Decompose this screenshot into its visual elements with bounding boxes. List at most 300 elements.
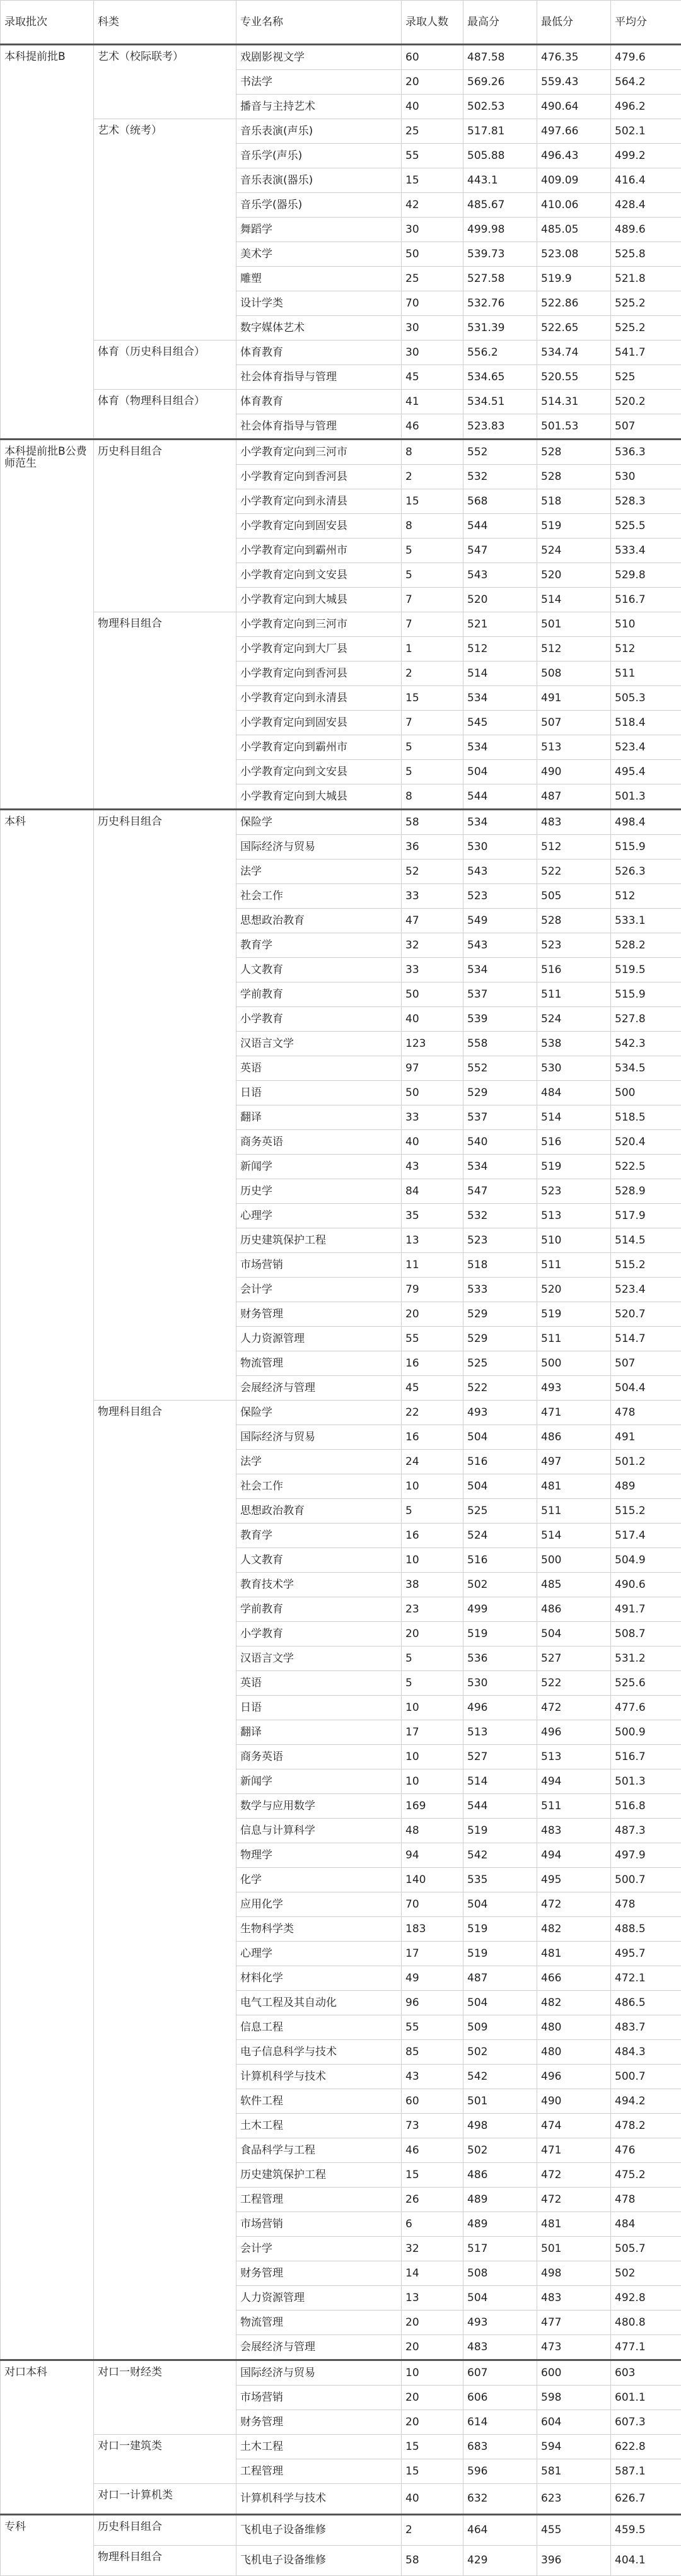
avg-score-cell: 489: [611, 1474, 681, 1499]
table-row: [1, 2546, 681, 2576]
min-score-cell: 600: [537, 2360, 611, 2386]
min-score-cell: 528: [537, 440, 611, 465]
enrolled-count-cell: 25: [402, 267, 463, 291]
major-name-cell: 财务管理: [236, 1302, 402, 1327]
enrolled-count-cell: 58: [402, 2546, 463, 2576]
max-score-cell: 524: [463, 1524, 537, 1548]
table-row: [1, 390, 681, 414]
enrolled-count-cell: 13: [402, 2286, 463, 2311]
avg-score-cell: 531.2: [611, 1646, 681, 1671]
max-score-cell: 487.58: [463, 45, 537, 70]
max-score-cell: 632: [463, 2484, 537, 2515]
enrolled-count-cell: 20: [402, 2335, 463, 2360]
avg-score-cell: 525.5: [611, 514, 681, 539]
max-score-cell: 496: [463, 1696, 537, 1720]
min-score-cell: 496: [537, 2065, 611, 2089]
max-score-cell: 568: [463, 489, 537, 514]
min-score-cell: 527: [537, 1646, 611, 1671]
avg-score-cell: 505.3: [611, 686, 681, 711]
enrolled-count-cell: 33: [402, 884, 463, 909]
enrolled-count-cell: 20: [402, 1302, 463, 1327]
avg-score-cell: 527.8: [611, 1007, 681, 1032]
avg-score-cell: 626.7: [611, 2484, 681, 2515]
header-batch: 录取批次: [1, 1, 94, 45]
avg-score-cell: 475.2: [611, 2163, 681, 2188]
avg-score-cell: 499.2: [611, 144, 681, 168]
major-name-cell: 食品科学与工程: [236, 2138, 402, 2163]
major-name-cell: 信息工程: [236, 2015, 402, 2040]
max-score-cell: 542: [463, 1843, 537, 1868]
max-score-cell: 529: [463, 1302, 537, 1327]
min-score-cell: 581: [537, 2459, 611, 2484]
major-name-cell: 历史建筑保护工程: [236, 1228, 402, 1253]
max-score-cell: 530: [463, 1671, 537, 1696]
enrolled-count-cell: 40: [402, 1130, 463, 1155]
avg-score-cell: 523.4: [611, 735, 681, 760]
avg-score-cell: 500.7: [611, 1868, 681, 1892]
avg-score-cell: 516.7: [611, 1745, 681, 1769]
max-score-cell: 531.39: [463, 316, 537, 341]
major-name-cell: 国际经济与贸易: [236, 835, 402, 860]
major-name-cell: 音乐学(器乐): [236, 193, 402, 218]
avg-score-cell: 523.4: [611, 1278, 681, 1302]
major-name-cell: 雕塑: [236, 267, 402, 291]
enrolled-count-cell: 52: [402, 860, 463, 884]
max-score-cell: 487: [463, 1966, 537, 1991]
max-score-cell: 534.65: [463, 365, 537, 390]
enrolled-count-cell: 10: [402, 1474, 463, 1499]
avg-score-cell: 486.5: [611, 1991, 681, 2015]
enrolled-count-cell: 22: [402, 1401, 463, 1425]
max-score-cell: 489: [463, 2188, 537, 2212]
category-cell: 历史科目组合: [94, 2515, 236, 2546]
avg-score-cell: 477.6: [611, 1696, 681, 1720]
enrolled-count-cell: 10: [402, 1745, 463, 1769]
max-score-cell: 520: [463, 588, 537, 612]
major-name-cell: 音乐表演(声乐): [236, 119, 402, 144]
min-score-cell: 497: [537, 1450, 611, 1474]
max-score-cell: 537: [463, 1105, 537, 1130]
max-score-cell: 543: [463, 563, 537, 588]
category-cell: 历史科目组合: [94, 810, 236, 1401]
max-score-cell: 504: [463, 760, 537, 784]
min-score-cell: 410.06: [537, 193, 611, 218]
max-score-cell: 519: [463, 1819, 537, 1843]
min-score-cell: 513: [537, 1745, 611, 1769]
max-score-cell: 493: [463, 2311, 537, 2335]
major-name-cell: 信息与计算科学: [236, 1819, 402, 1843]
batch-cell: 本科提前批B: [1, 45, 94, 440]
major-name-cell: 应用化学: [236, 1892, 402, 1917]
avg-score-cell: 528.2: [611, 933, 681, 958]
min-score-cell: 511: [537, 982, 611, 1007]
enrolled-count-cell: 40: [402, 1007, 463, 1032]
enrolled-count-cell: 33: [402, 958, 463, 982]
major-name-cell: 小学教育定向到三河市: [236, 440, 402, 465]
min-score-cell: 498: [537, 2261, 611, 2286]
max-score-cell: 532.76: [463, 291, 537, 316]
enrolled-count-cell: 5: [402, 760, 463, 784]
avg-score-cell: 522.5: [611, 1155, 681, 1179]
avg-score-cell: 587.1: [611, 2459, 681, 2484]
enrolled-count-cell: 10: [402, 1696, 463, 1720]
max-score-cell: 517.81: [463, 119, 537, 144]
major-name-cell: 电气工程及其自动化: [236, 1991, 402, 2015]
min-score-cell: 477: [537, 2311, 611, 2335]
max-score-cell: 508: [463, 2261, 537, 2286]
min-score-cell: 490.64: [537, 95, 611, 119]
max-score-cell: 525: [463, 1499, 537, 1524]
batch-cell: 专科: [1, 2515, 94, 2576]
major-name-cell: 土木工程: [236, 2114, 402, 2138]
max-score-cell: 606: [463, 2386, 537, 2410]
enrolled-count-cell: 14: [402, 2261, 463, 2286]
min-score-cell: 519: [537, 1155, 611, 1179]
max-score-cell: 519: [463, 1917, 537, 1942]
enrolled-count-cell: 11: [402, 1253, 463, 1278]
category-cell: 物理科目组合: [94, 612, 236, 810]
category-cell: 物理科目组合: [94, 2546, 236, 2576]
enrolled-count-cell: 24: [402, 1450, 463, 1474]
min-score-cell: 482: [537, 1917, 611, 1942]
enrolled-count-cell: 15: [402, 2435, 463, 2459]
major-name-cell: 国际经济与贸易: [236, 1425, 402, 1450]
max-score-cell: 518: [463, 1253, 537, 1278]
min-score-cell: 500: [537, 1351, 611, 1376]
enrolled-count-cell: 2: [402, 661, 463, 686]
min-score-cell: 490: [537, 760, 611, 784]
enrolled-count-cell: 55: [402, 2015, 463, 2040]
avg-score-cell: 504.9: [611, 1548, 681, 1573]
max-score-cell: 522: [463, 1376, 537, 1401]
min-score-cell: 511: [537, 1253, 611, 1278]
min-score-cell: 486: [537, 1597, 611, 1622]
min-score-cell: 523: [537, 933, 611, 958]
min-score-cell: 522: [537, 860, 611, 884]
min-score-cell: 519.9: [537, 267, 611, 291]
min-score-cell: 523.08: [537, 242, 611, 267]
max-score-cell: 549: [463, 909, 537, 933]
max-score-cell: 512: [463, 637, 537, 661]
avg-score-cell: 500.7: [611, 2065, 681, 2089]
min-score-cell: 471: [537, 1401, 611, 1425]
avg-score-cell: 494.2: [611, 2089, 681, 2114]
max-score-cell: 527.58: [463, 267, 537, 291]
avg-score-cell: 459.5: [611, 2515, 681, 2546]
min-score-cell: 484: [537, 1081, 611, 1105]
enrolled-count-cell: 40: [402, 95, 463, 119]
avg-score-cell: 533.1: [611, 909, 681, 933]
max-score-cell: 502: [463, 2040, 537, 2065]
min-score-cell: 508: [537, 661, 611, 686]
max-score-cell: 540: [463, 1130, 537, 1155]
major-name-cell: 思想政治教育: [236, 909, 402, 933]
major-name-cell: 社会工作: [236, 1474, 402, 1499]
avg-score-cell: 478.2: [611, 2114, 681, 2138]
enrolled-count-cell: 7: [402, 588, 463, 612]
enrolled-count-cell: 42: [402, 193, 463, 218]
enrolled-count-cell: 23: [402, 1597, 463, 1622]
major-name-cell: 书法学: [236, 70, 402, 95]
enrolled-count-cell: 46: [402, 414, 463, 440]
avg-score-cell: 533.4: [611, 539, 681, 563]
max-score-cell: 529: [463, 1081, 537, 1105]
max-score-cell: 501: [463, 2089, 537, 2114]
header-max-score: 最高分: [463, 1, 537, 45]
max-score-cell: 499.98: [463, 218, 537, 242]
enrolled-count-cell: 32: [402, 2237, 463, 2261]
avg-score-cell: 534.5: [611, 1056, 681, 1081]
min-score-cell: 510: [537, 1228, 611, 1253]
min-score-cell: 514.31: [537, 390, 611, 414]
major-name-cell: 保险学: [236, 1401, 402, 1425]
min-score-cell: 519: [537, 514, 611, 539]
avg-score-cell: 491: [611, 1425, 681, 1450]
max-score-cell: 486: [463, 2163, 537, 2188]
avg-score-cell: 525.2: [611, 291, 681, 316]
enrolled-count-cell: 10: [402, 1548, 463, 1573]
enrolled-count-cell: 7: [402, 711, 463, 735]
avg-score-cell: 478: [611, 2188, 681, 2212]
min-score-cell: 495: [537, 1868, 611, 1892]
avg-score-cell: 504.4: [611, 1376, 681, 1401]
min-score-cell: 594: [537, 2435, 611, 2459]
avg-score-cell: 487.3: [611, 1819, 681, 1843]
min-score-cell: 493: [537, 1376, 611, 1401]
enrolled-count-cell: 46: [402, 2138, 463, 2163]
avg-score-cell: 519.5: [611, 958, 681, 982]
avg-score-cell: 490.6: [611, 1573, 681, 1597]
min-score-cell: 511: [537, 1499, 611, 1524]
min-score-cell: 598: [537, 2386, 611, 2410]
enrolled-count-cell: 20: [402, 2410, 463, 2435]
avg-score-cell: 516.7: [611, 588, 681, 612]
min-score-cell: 494: [537, 1769, 611, 1794]
avg-score-cell: 478: [611, 1892, 681, 1917]
table-row: [1, 2360, 681, 2386]
max-score-cell: 596: [463, 2459, 537, 2484]
min-score-cell: 481: [537, 1474, 611, 1499]
major-name-cell: 音乐表演(器乐): [236, 168, 402, 193]
table-row: [1, 1401, 681, 1425]
enrolled-count-cell: 60: [402, 45, 463, 70]
max-score-cell: 525: [463, 1351, 537, 1376]
enrolled-count-cell: 36: [402, 835, 463, 860]
major-name-cell: 小学教育定向到三河市: [236, 612, 402, 637]
major-name-cell: 新闻学: [236, 1769, 402, 1794]
avg-score-cell: 477.1: [611, 2335, 681, 2360]
avg-score-cell: 515.9: [611, 835, 681, 860]
min-score-cell: 518: [537, 489, 611, 514]
avg-score-cell: 514.5: [611, 1228, 681, 1253]
enrolled-count-cell: 45: [402, 1376, 463, 1401]
min-score-cell: 472: [537, 1892, 611, 1917]
enrolled-count-cell: 25: [402, 119, 463, 144]
avg-score-cell: 526.3: [611, 860, 681, 884]
enrolled-count-cell: 20: [402, 70, 463, 95]
major-name-cell: 市场营销: [236, 1253, 402, 1278]
avg-score-cell: 501.2: [611, 1450, 681, 1474]
major-name-cell: 物理学: [236, 1843, 402, 1868]
major-name-cell: 小学教育定向到固安县: [236, 711, 402, 735]
major-name-cell: 小学教育定向到霸州市: [236, 539, 402, 563]
max-score-cell: 683: [463, 2435, 537, 2459]
table-row: [1, 440, 681, 465]
min-score-cell: 501: [537, 612, 611, 637]
max-score-cell: 552: [463, 440, 537, 465]
major-name-cell: 历史建筑保护工程: [236, 2163, 402, 2188]
enrolled-count-cell: 40: [402, 2484, 463, 2515]
major-name-cell: 商务英语: [236, 1745, 402, 1769]
avg-score-cell: 528.3: [611, 489, 681, 514]
major-name-cell: 小学教育: [236, 1007, 402, 1032]
max-score-cell: 519: [463, 1622, 537, 1646]
table-row: [1, 810, 681, 835]
min-score-cell: 523: [537, 1179, 611, 1204]
avg-score-cell: 507: [611, 1351, 681, 1376]
avg-score-cell: 518.4: [611, 711, 681, 735]
max-score-cell: 614: [463, 2410, 537, 2435]
enrolled-count-cell: 15: [402, 489, 463, 514]
min-score-cell: 512: [537, 637, 611, 661]
header-avg-score: 平均分: [611, 1, 681, 45]
major-name-cell: 小学教育定向到香河县: [236, 465, 402, 489]
enrolled-count-cell: 30: [402, 218, 463, 242]
avg-score-cell: 500: [611, 1081, 681, 1105]
min-score-cell: 501: [537, 2237, 611, 2261]
min-score-cell: 530: [537, 1056, 611, 1081]
enrolled-count-cell: 55: [402, 144, 463, 168]
major-name-cell: 国际经济与贸易: [236, 2360, 402, 2386]
avg-score-cell: 517.9: [611, 1204, 681, 1228]
min-score-cell: 485.05: [537, 218, 611, 242]
enrolled-count-cell: 10: [402, 1769, 463, 1794]
avg-score-cell: 484: [611, 2212, 681, 2237]
major-name-cell: 电子信息科学与技术: [236, 2040, 402, 2065]
major-name-cell: 历史学: [236, 1179, 402, 1204]
max-score-cell: 569.26: [463, 70, 537, 95]
enrolled-count-cell: 97: [402, 1056, 463, 1081]
max-score-cell: 516: [463, 1548, 537, 1573]
enrolled-count-cell: 15: [402, 686, 463, 711]
min-score-cell: 472: [537, 2163, 611, 2188]
min-score-cell: 501.53: [537, 414, 611, 440]
max-score-cell: 558: [463, 1032, 537, 1056]
max-score-cell: 529: [463, 1327, 537, 1351]
enrolled-count-cell: 10: [402, 2360, 463, 2386]
enrolled-count-cell: 50: [402, 242, 463, 267]
major-name-cell: 生物科学类: [236, 1917, 402, 1942]
major-name-cell: 飞机电子设备维修: [236, 2515, 402, 2546]
max-score-cell: 464: [463, 2515, 537, 2546]
major-name-cell: 土木工程: [236, 2435, 402, 2459]
enrolled-count-cell: 85: [402, 2040, 463, 2065]
major-name-cell: 会展经济与管理: [236, 2335, 402, 2360]
max-score-cell: 534: [463, 1155, 537, 1179]
max-score-cell: 502.53: [463, 95, 537, 119]
min-score-cell: 522: [537, 1671, 611, 1696]
major-name-cell: 保险学: [236, 810, 402, 835]
category-cell: 对口一建筑类: [94, 2435, 236, 2484]
major-name-cell: 物流管理: [236, 1351, 402, 1376]
min-score-cell: 409.09: [537, 168, 611, 193]
category-cell: 艺术（校际联考）: [94, 45, 236, 119]
table-row: [1, 2435, 681, 2459]
avg-score-cell: 511: [611, 661, 681, 686]
avg-score-cell: 601.1: [611, 2386, 681, 2410]
min-score-cell: 504: [537, 1622, 611, 1646]
min-score-cell: 476.35: [537, 45, 611, 70]
major-name-cell: 汉语言文学: [236, 1646, 402, 1671]
enrolled-count-cell: 49: [402, 1966, 463, 1991]
enrolled-count-cell: 70: [402, 1892, 463, 1917]
major-name-cell: 会计学: [236, 1278, 402, 1302]
max-score-cell: 483: [463, 2335, 537, 2360]
max-score-cell: 517: [463, 2237, 537, 2261]
max-score-cell: 539.73: [463, 242, 537, 267]
min-score-cell: 486: [537, 1425, 611, 1450]
max-score-cell: 504: [463, 2286, 537, 2311]
table-row: [1, 45, 681, 70]
max-score-cell: 534: [463, 958, 537, 982]
enrolled-count-cell: 8: [402, 784, 463, 810]
min-score-cell: 496.43: [537, 144, 611, 168]
enrolled-count-cell: 17: [402, 1720, 463, 1745]
max-score-cell: 545: [463, 711, 537, 735]
category-cell: 对口一计算机类: [94, 2484, 236, 2515]
min-score-cell: 524: [537, 539, 611, 563]
batch-cell: 本科: [1, 810, 94, 2360]
major-name-cell: 翻译: [236, 1720, 402, 1745]
major-name-cell: 物流管理: [236, 2311, 402, 2335]
major-name-cell: 商务英语: [236, 1130, 402, 1155]
max-score-cell: 542: [463, 2065, 537, 2089]
max-score-cell: 489: [463, 2212, 537, 2237]
min-score-cell: 514: [537, 1105, 611, 1130]
major-name-cell: 日语: [236, 1696, 402, 1720]
avg-score-cell: 497.9: [611, 1843, 681, 1868]
major-name-cell: 小学教育定向到文安县: [236, 760, 402, 784]
enrolled-count-cell: 79: [402, 1278, 463, 1302]
enrolled-count-cell: 1: [402, 637, 463, 661]
major-name-cell: 戏剧影视文学: [236, 45, 402, 70]
enrolled-count-cell: 38: [402, 1573, 463, 1597]
enrolled-count-cell: 48: [402, 1819, 463, 1843]
header-min-score: 最低分: [537, 1, 611, 45]
max-score-cell: 534: [463, 686, 537, 711]
max-score-cell: 493: [463, 1401, 537, 1425]
major-name-cell: 心理学: [236, 1204, 402, 1228]
major-name-cell: 教育技术学: [236, 1573, 402, 1597]
max-score-cell: 502: [463, 2138, 537, 2163]
min-score-cell: 490: [537, 2089, 611, 2114]
enrolled-count-cell: 15: [402, 2459, 463, 2484]
enrolled-count-cell: 58: [402, 810, 463, 835]
max-score-cell: 527: [463, 1745, 537, 1769]
min-score-cell: 538: [537, 1032, 611, 1056]
avg-score-cell: 515.9: [611, 982, 681, 1007]
min-score-cell: 505: [537, 884, 611, 909]
min-score-cell: 511: [537, 1794, 611, 1819]
avg-score-cell: 512: [611, 637, 681, 661]
max-score-cell: 504: [463, 1892, 537, 1917]
min-score-cell: 520.55: [537, 365, 611, 390]
major-name-cell: 舞蹈学: [236, 218, 402, 242]
enrolled-count-cell: 5: [402, 1671, 463, 1696]
major-name-cell: 日语: [236, 1081, 402, 1105]
avg-score-cell: 536.3: [611, 440, 681, 465]
enrolled-count-cell: 7: [402, 612, 463, 637]
